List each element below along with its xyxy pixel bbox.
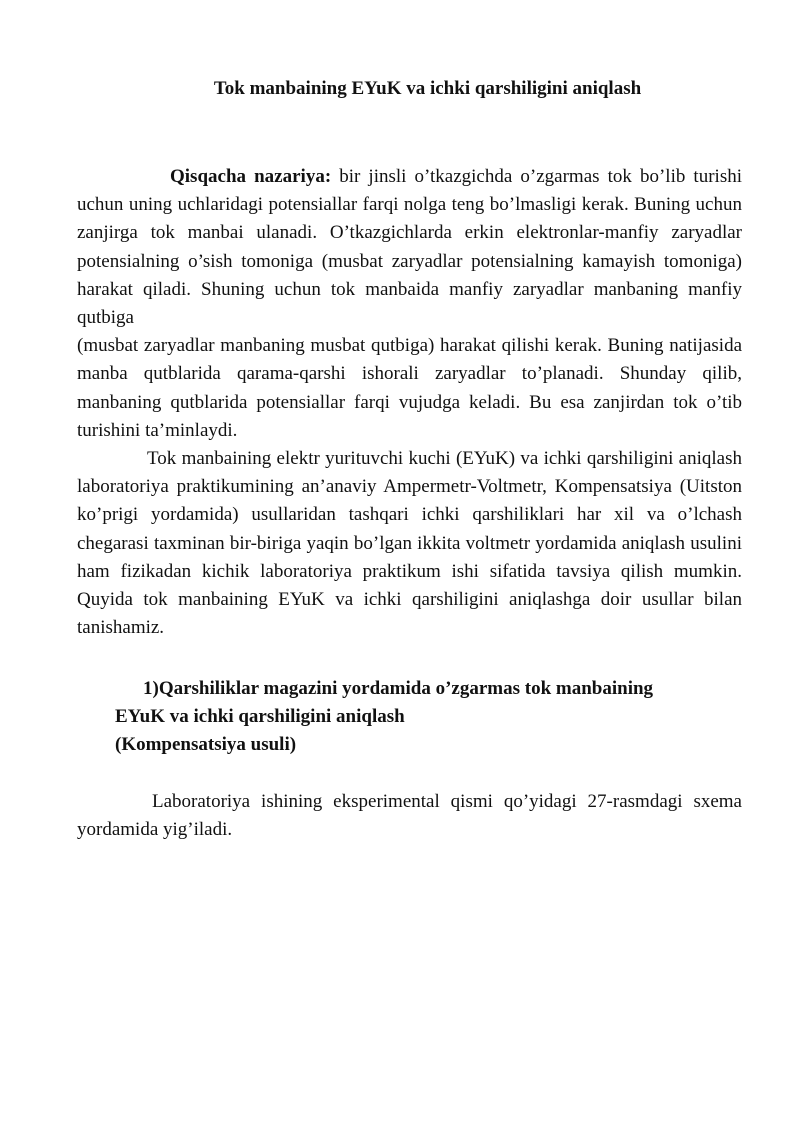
theory-text-b: (musbat zaryadlar manbaning musbat qutbiga) harakat qilishi kerak. Buning natijasida manba qutblarida qarama-qarshi ishorali zaryadlar to’planadi. Shunday qilib, manbaning qutblarida potensiallar farqi vujudga keladi. Bu esa zanjirdan tok o’tib turishini ta’minlaydi. xyxy=(77,335,742,441)
section-heading-line-1: 1)Qarshiliklar magazini yordamida o’zgarmas tok manbaining xyxy=(143,678,654,699)
theory-text-a: bir jinsli o’tkazgichda o’zgarmas tok bo’lib turishi uchun uning uchlaridagi potensiallar farqi nolga teng bo’lmasligi kerak. Buning uchun zanjirga tok manbai ulanadi. O’tkazgichlarda erkin elektronlar-manfiy zaryadlar potensialning o’sish tomoniga (musbat zaryadlar potensialning kamayish tomoniga) harakat qiladi. Shuning uchun tok manbaida manfiy zaryadlar manbaning manfiy qutbiga xyxy=(77,166,742,329)
section-heading-line-3: (Kompensatsiya usuli) xyxy=(115,734,297,755)
methods-paragraph: Tok manbaining elektr yurituvchi kuchi (EYuK) va ichki qarshiligini aniqlash laboratoriya praktikumining an’anaviy Ampermetr-Voltmetr, Kompensatsiya (Uitston ko’prigi yordamida) usullaridan tashqari ichki qarshiliklari har xil va o’lchash chegarasi taxminan bir-biriga yaqin bo’lgan ikkita voltmetr yordamida aniqlash usulini ham fizikadan kichik laboratoriya praktikum ishi sifatida tavsiya qilish mumkin. Quyida tok manbaining EYuK va ichki qarshiligini aniqlashga doir usullar bilan tanishamiz. xyxy=(77,448,742,639)
theory-paragraph xyxy=(77,163,742,445)
lab-paragraph: Laboratoriya ishining eksperimental qismi qo’yidagi 27-rasmdagi sxema yordamida yig’iladi. xyxy=(77,791,742,841)
theory-lead: Qisqacha nazariya: xyxy=(170,166,332,187)
section-heading-line-2: EYuK va ichki qarshiligini aniqlash xyxy=(115,706,405,727)
document-title: Tok manbaining EYuK va ichki qarshiligini aniqlash xyxy=(213,78,642,99)
